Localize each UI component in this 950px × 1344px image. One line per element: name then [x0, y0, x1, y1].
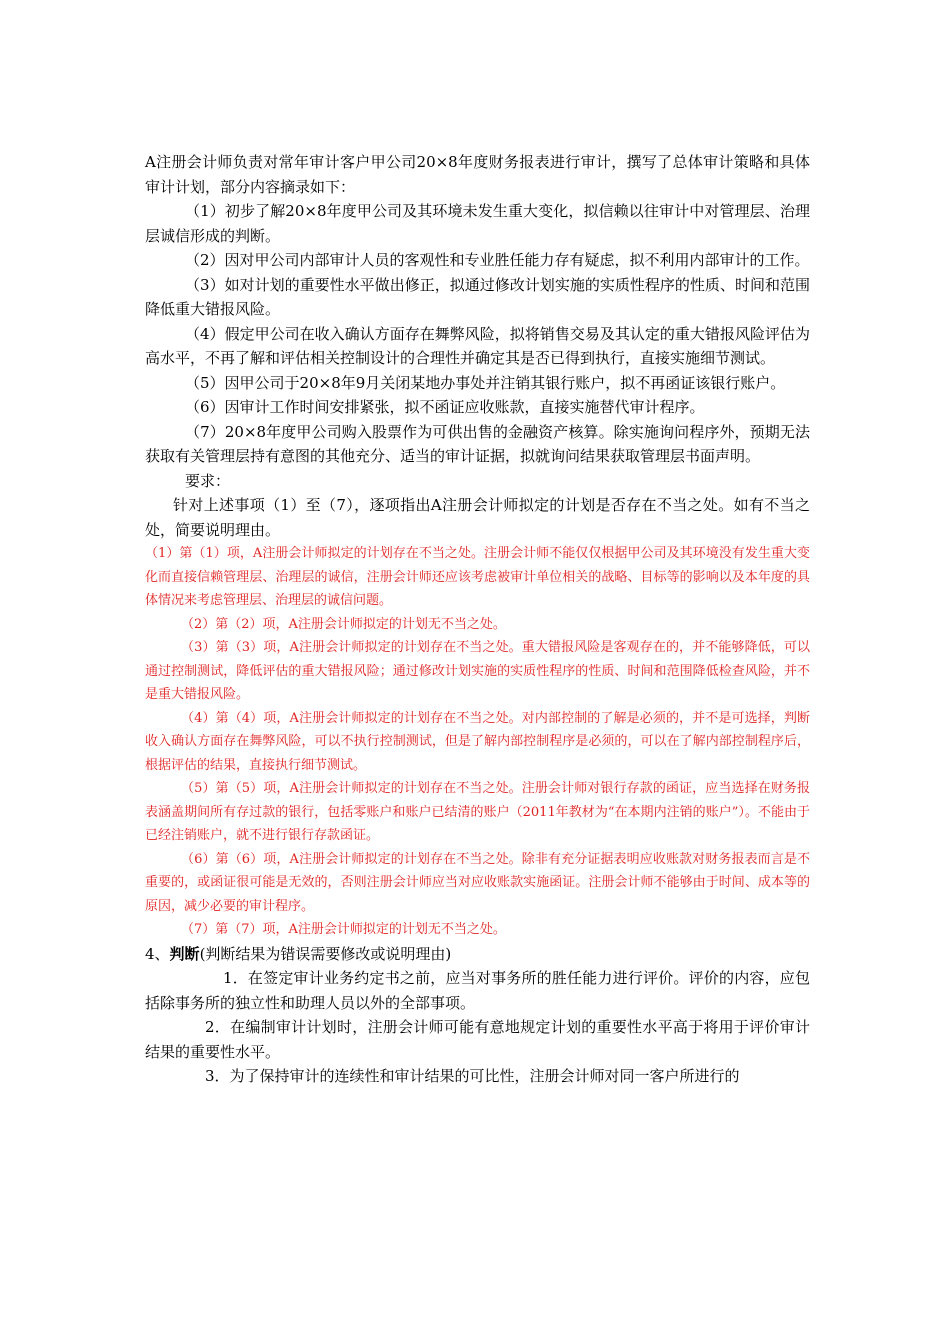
- section4-heading: [145, 942, 810, 967]
- case-item-1: （1）初步了解20×8年度甲公司及其环境未发生重大变化，拟信赖以往审计中对管理层、治理层诚信形成的判断。: [145, 202, 810, 245]
- answer-4: （4）第（4）项，A注册会计师拟定的计划存在不当之处。对内部控制的了解是必须的，并不是可选择，判断收入确认方面存在舞弊风险，可以不执行控制测试，但是了解内部控制程序是必须的，可以在了解内部控制程序后，根据评估的结果，直接执行细节测试。: [145, 710, 810, 773]
- requirement-text: 针对上述事项（1）至（7），逐项指出A注册会计师拟定的计划是否存在不当之处。如有不当之处，简要说明理由。: [145, 496, 810, 539]
- section4-title: 判断: [169, 944, 200, 963]
- judgment-item-1: 1．在签定审计业务约定书之前，应当对事务所的胜任能力进行评价。评价的内容，应包括除事务所的独立性和助理人员以外的全部事项。: [145, 969, 810, 1012]
- case-item-5: （5）因甲公司于20×8年9月关闭某地办事处并注销其银行账户，拟不再函证该银行账户。: [185, 373, 786, 392]
- case-item-7: （7）20×8年度甲公司购入股票作为可供出售的金融资产核算。除实施询问程序外，预期无法获取有关管理层持有意图的其他充分、适当的审计证据，拟就询问结果获取管理层书面声明。: [145, 422, 810, 465]
- case-item-3: （3）如对计划的重要性水平做出修正，拟通过修改计划实施的实质性程序的性质、时间和范围降低重大错报风险。: [145, 275, 810, 318]
- requirement-label: 要求：: [185, 471, 231, 490]
- answer-6: （6）第（6）项，A注册会计师拟定的计划存在不当之处。除非有充分证据表明应收账款对财务报表而言是不重要的，或函证很可能是无效的，否则注册会计师应当对应收账款实施函证。注册会计师不能够由于时间、成本等的原因，减少必要的审计程序。: [145, 851, 810, 914]
- answer-1: （1）第（1）项，A注册会计师拟定的计划存在不当之处。注册会计师不能仅仅根据甲公司及其环境没有发生重大变化而直接信赖管理层、治理层的诚信，注册会计师还应该考虑被审计单位相关的战略、目标等的影响以及本年度的具体情况来考虑管理层、治理层的诚信问题。: [145, 546, 810, 608]
- section4-note: (判断结果为错误需要修改或说明理由): [199, 944, 452, 963]
- answer-3: （3）第（3）项，A注册会计师拟定的计划存在不当之处。重大错报风险是客观存在的，并不能够降低，可以通过控制测试，降低评估的重大错报风险；通过修改计划实施的实质性程序的性质、时间和范围降低检查风险，并不是重大错报风险。: [145, 640, 810, 702]
- case-intro: A注册会计师负责对常年审计客户甲公司20×8年度财务报表进行审计，撰写了总体审计策略和具体审计计划，部分内容摘录如下：: [145, 153, 810, 196]
- case-item-2: （2）因对甲公司内部审计人员的客观性和专业胜任能力存有疑虑，拟不利用内部审计的工作。: [185, 251, 810, 269]
- judgment-item-2: 2．在编制审计计划时，注册会计师可能有意地规定计划的重要性水平高于将用于评价审计结果的重要性水平。: [145, 1018, 810, 1061]
- section4-number: 4、: [145, 944, 170, 963]
- case-item-4: （4）假定甲公司在收入确认方面存在舞弊风险，拟将销售交易及其认定的重大错报风险评估为高水平，不再了解和评估相关控制设计的合理性并确定其是否已得到执行，直接实施细节测试。: [145, 324, 810, 367]
- case-item-6: （6）因审计工作时间安排紧张，拟不函证应收账款，直接实施替代审计程序。: [185, 398, 705, 416]
- answer-5: （5）第（5）项，A注册会计师拟定的计划存在不当之处。注册会计师对银行存款的函证，应当选择在财务报表涵盖期间所有存过款的银行，包括零账户和账户已结清的账户（2011年教材为“在本期内注销的账户”）。不能由于已经注销账户，就不进行银行存款函证。: [145, 781, 810, 843]
- document-page: [145, 150, 810, 1089]
- answer-2: （2）第（2）项，A注册会计师拟定的计划无不当之处。: [181, 616, 506, 632]
- answer-7: （7）第（7）项，A注册会计师拟定的计划无不当之处。: [181, 922, 506, 937]
- judgment-item-3: 3．为了保持审计的连续性和审计结果的可比性，注册会计师对同一客户所进行的: [205, 1067, 740, 1085]
